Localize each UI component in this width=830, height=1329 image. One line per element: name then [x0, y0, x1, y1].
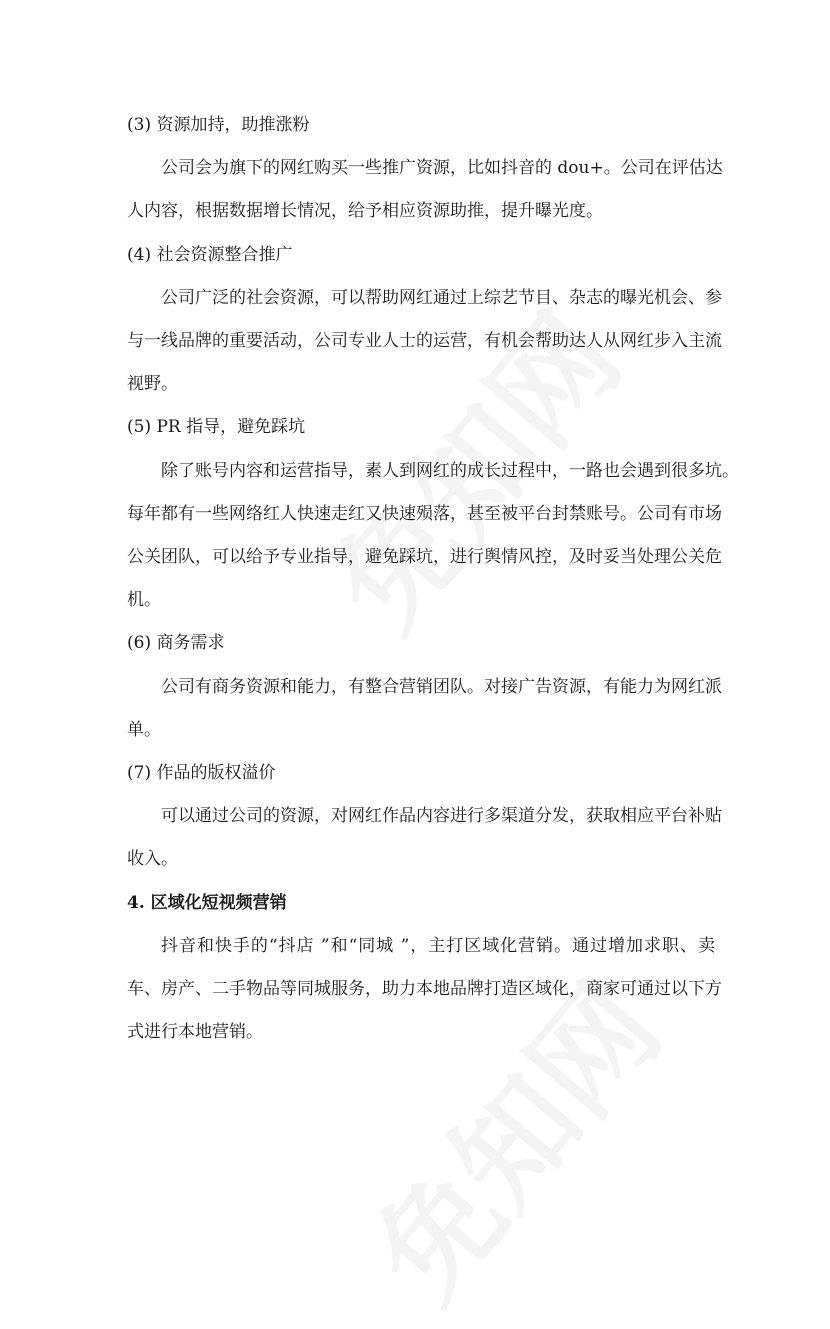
subheading: (5) PR 指导，避免踩坑 — [127, 417, 306, 437]
paragraph-line: 视野。 — [127, 374, 178, 394]
paragraph-line: 式进行本地营销。 — [127, 1022, 263, 1042]
subheading: (4) 社会资源整合推广 — [127, 245, 293, 265]
paragraph-line: 机。 — [127, 590, 161, 610]
paragraph-line: 可以通过公司的资源，对网红作品内容进行多渠道分发，获取相应平台补贴 — [161, 806, 722, 826]
subheading: (7) 作品的版权溢价 — [127, 763, 276, 783]
subheading: (6) 商务需求 — [127, 633, 225, 653]
paragraph-line: 人内容，根据数据增长情况，给予相应资源助推，提升曝光度。 — [127, 201, 603, 221]
paragraph-line: 除了账号内容和运营指导，素人到网红的成长过程中，一路也会遇到很多坑。 — [161, 461, 739, 481]
subheading: (3) 资源加持，助推涨粉 — [127, 115, 310, 135]
paragraph-line: 公司有商务资源和能力，有整合营销团队。对接广告资源，有能力为网红派 — [161, 677, 722, 697]
paragraph-line: 单。 — [127, 720, 161, 740]
paragraph-line: 抖音和快手的“抖店 ”和“同城 ”，主打区域化营销。通过增加求职、卖 — [161, 936, 715, 956]
paragraph-line: 公司会为旗下的网红购买一些推广资源，比如抖音的 dou+。公司在评估达 — [161, 158, 723, 178]
paragraph-line: 公司广泛的社会资源，可以帮助网红通过上综艺节目、杂志的曝光机会、参 — [161, 288, 722, 308]
paragraph-line: 公关团队，可以给予专业指导，避免踩坑，进行舆情风控，及时妥当处理公关危 — [127, 547, 722, 567]
paragraph-line: 与一线品牌的重要活动，公司专业人士的运营，有机会帮助达人从网红步入主流 — [127, 331, 722, 351]
paragraph-line: 收入。 — [127, 849, 178, 869]
section-heading: 4. 区域化短视频营销 — [127, 893, 287, 913]
paragraph-line: 每年都有一些网络红人快速走红又快速殒落，甚至被平台封禁账号。公司有市场 — [127, 504, 722, 524]
paragraph-line: 车、房产、二手物品等同城服务，助力本地品牌打造区域化，商家可通过以下方 — [127, 979, 722, 999]
